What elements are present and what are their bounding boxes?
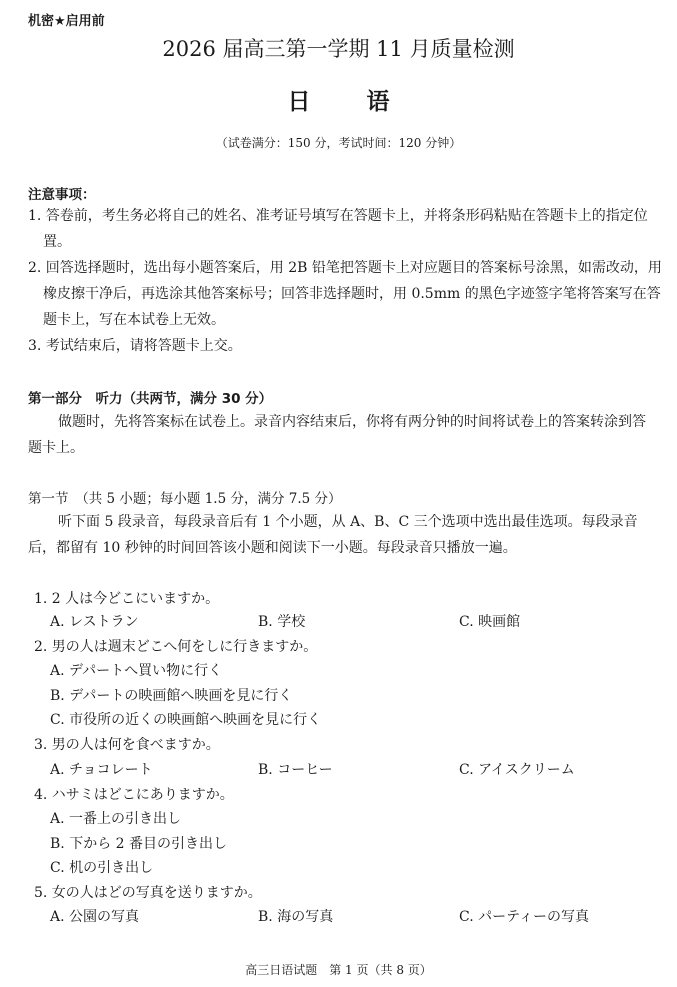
notice-heading: 注意事项： [28,187,96,203]
q2-option-a: A. デパートへ買い物に行く [50,663,223,679]
q5-option-b: B. 海の写真 [258,909,334,925]
q4-option-c: C. 机の引き出し [50,860,154,876]
part1-heading-text: 第一部分 听力（共两节，满分 30 分） [28,391,273,407]
question-4: 4. ハサミはどこにありますか。 [34,787,234,803]
q4-option-a: A. 一番上の引き出し [50,811,182,827]
q2-option-b: B. デパートの映画館へ映画を見に行く [50,688,293,704]
q1-option-a: A. レストラン [50,614,139,630]
q3-option-c: C. アイスクリーム [459,762,575,778]
q1-option-b: B. 学校 [258,614,306,630]
q3-option-a: A. チョコレート [50,762,153,778]
question-5: 5. 女の人はどの写真を送りますか。 [34,885,262,901]
notice-item-2: 2. 回答选择题时，选出每小题答案后，用 2B 铅笔把答题卡上对应题目的答案标号涂黑，如需改动，用橡皮擦干净后，再选涂其他答案标号；回答非选择题时，用 0.5mm 的黑色字迹签字笔将答案写在答题卡上，写在本试卷上无效。 [28,260,662,328]
question-2: 2. 男の人は週末どこへ何をしに行きますか。 [34,639,318,655]
page-footer: 高三日语试题 第 1 页（共 8 页） [245,963,432,977]
subject-title: 日语 [287,89,446,115]
exam-title: 2026 届高三第一学期 11 月质量检测 [162,37,515,61]
q5-option-c: C. パーティーの写真 [459,909,589,925]
notice-item-3: 3. 考试结束后，请将答题卡上交。 [28,338,242,354]
confidential-label: 机密★启用前 [28,14,105,29]
q4-option-b: B. 下から 2 番目の引き出し [50,836,227,852]
part1-heading [28,387,272,407]
question-3: 3. 男の人は何を食べますか。 [34,737,220,753]
section1-instructions: 听下面 5 段录音，每段录音后有 1 个小题，从 A、B、C 三个选项中选出最佳选项。每段录音后，都留有 10 秒钟的时间回答该小题和阅读下一小题。每段录音只播放一遍。 [28,514,638,556]
q3-option-b: B. コーヒー [258,762,333,778]
notice-item-1: 1. 答卷前，考生务必将自己的姓名、准考证号填写在答题卡上，并将条形码粘贴在答题卡上的指定位置。 [28,208,648,250]
exam-meta: （试卷满分：150 分，考试时间：120 分钟） [215,136,462,150]
part1-instructions: 做题时，先将答案标在试卷上。录音内容结束后，你将有两分钟的时间将试卷上的答案转涂到答题卡上。 [28,414,646,456]
question-1: 1. 2 人は今どこにいますか。 [34,591,220,607]
q5-option-a: A. 公園の写真 [50,909,140,925]
section1-heading: 第一节 （共 5 小题；每小题 1.5 分，满分 7.5 分） [28,491,342,507]
q1-option-c: C. 映画館 [459,614,521,630]
q2-option-c: C. 市役所の近くの映画館へ映画を見に行く [50,712,322,728]
